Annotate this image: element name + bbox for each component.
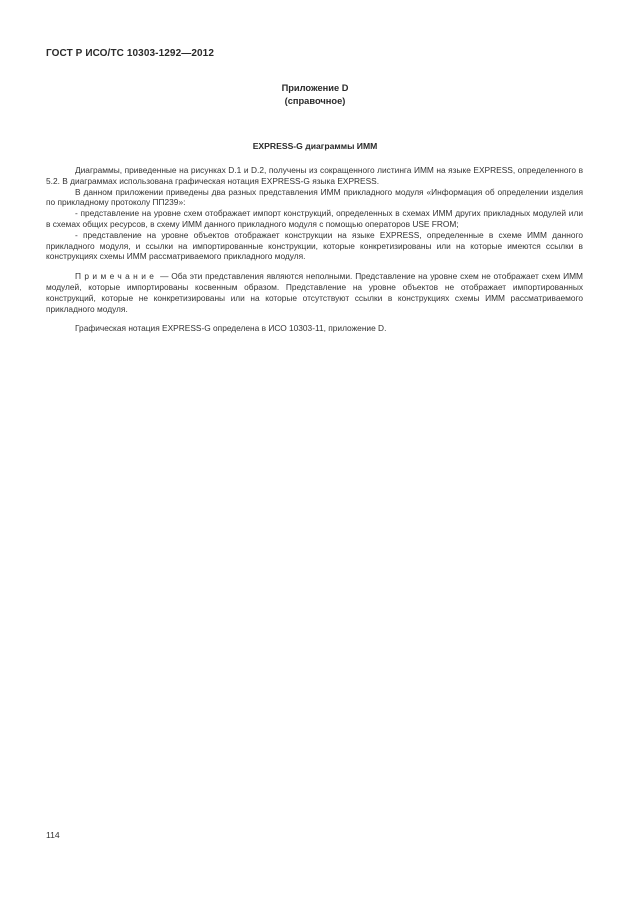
- body-text: [46, 165, 583, 334]
- note-text: — Оба эти представления являются неполными. Представление на уровне схем не отображает схем ИММ модулей, которые импортированы косвенным образом. Представление на уровне объектов не отображает импортированных конструкций, которые не конкретизированы или на которые отсутствуют ссылки в конструкциях схемы ИММ рассматриваемого прикладного модуля.: [46, 271, 583, 314]
- appendix-subtitle: (справочное): [284, 96, 346, 106]
- paragraph-3: - представление на уровне схем отображает импорт конструкций, определенных в схемах ИММ других прикладных модулей или в схемах общих ресурсов, в схему ИММ данного прикладного модуля с помощью операторов USE FROM;: [46, 208, 583, 229]
- appendix-title: Приложение D: [281, 83, 349, 93]
- paragraph-1: Диаграммы, приведенные на рисунках D.1 и D.2, получены из сокращенного листинга ИММ на языке EXPRESS, определенного в 5.2. В диаграммах использована графическая нотация EXPRESS-G языка EXPRESS.: [46, 165, 583, 186]
- note-paragraph: [46, 271, 583, 314]
- document-header: ГОСТ Р ИСО/ТС 10303-1292—2012: [46, 48, 214, 59]
- section-title: EXPRESS-G диаграммы ИММ: [252, 141, 378, 151]
- paragraph-5: Графическая нотация EXPRESS-G определена в ИСО 10303-11, приложение D.: [75, 323, 387, 334]
- page-number: 114: [46, 830, 60, 840]
- note-label: Примечание: [75, 271, 158, 282]
- paragraph-2: В данном приложении приведены два разных представления ИММ прикладного модуля «Информация об определении изделия по прикладному протоколу ПП239»:: [46, 186, 583, 208]
- paragraph-4: - представление на уровне объектов отображает конструкции на языке EXPRESS, определенные в схеме ИММ данного прикладного модуля, и ссылки на импортированные конструкции, которые конкретизированы или на которые имеются ссылки в конструкциях схемы ИММ рассматриваемого прикладного модуля.: [46, 229, 583, 262]
